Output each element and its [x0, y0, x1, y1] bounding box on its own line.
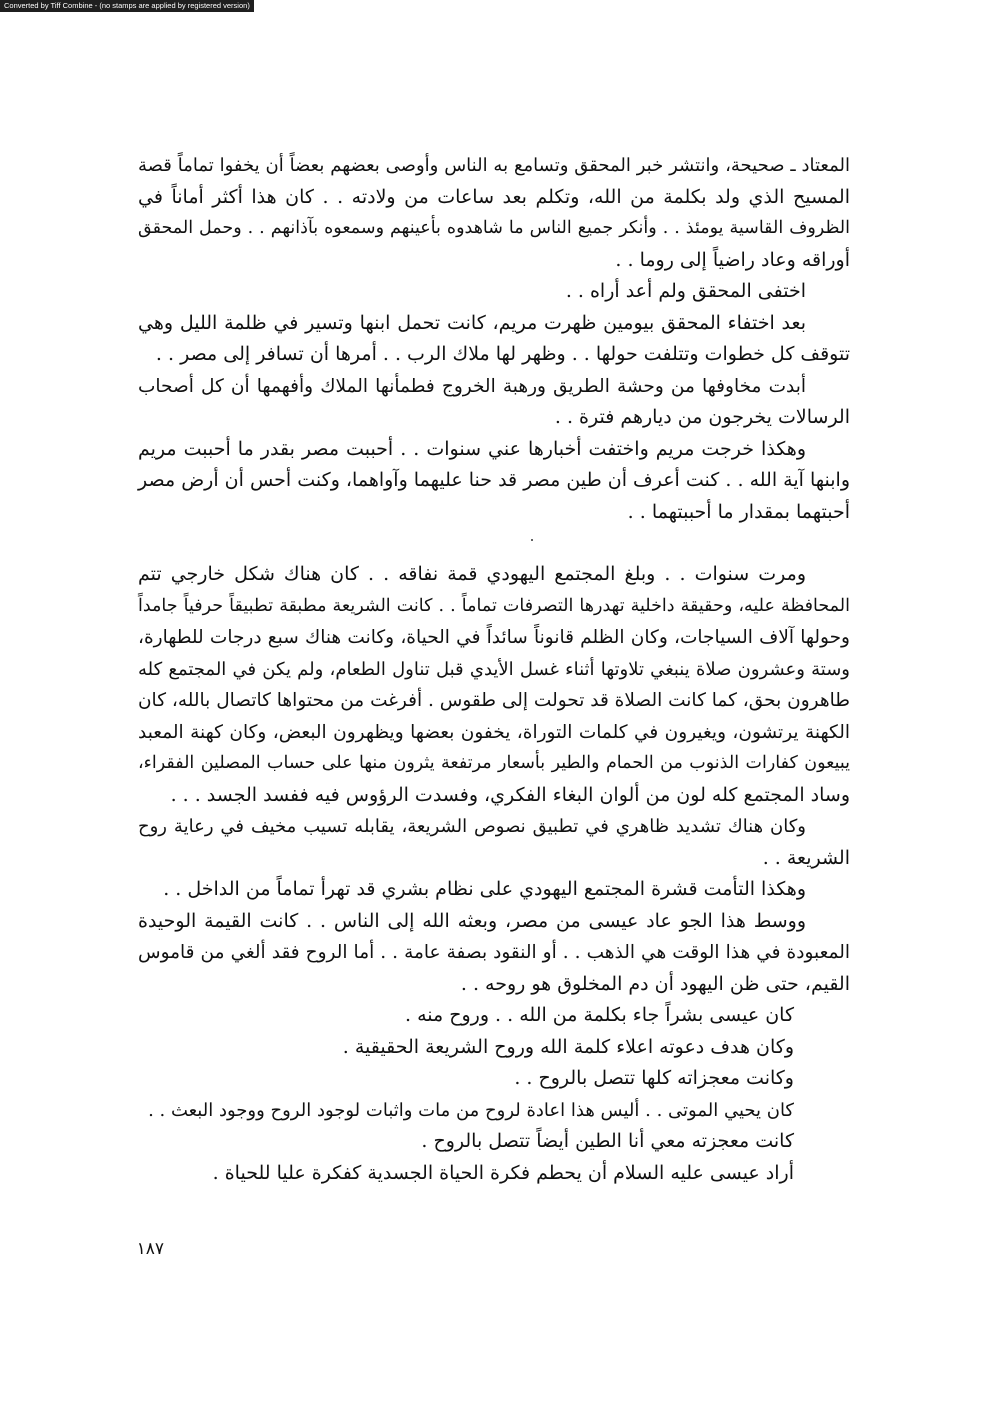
- scan-speck: [531, 539, 533, 541]
- text-line: وستة وعشرون صلاة ينبغي تلاوتها أثناء غسل الأيدي قبل تناول الطعام، ولم يكن في المجتمع كله: [138, 658, 850, 680]
- text-line: اختفى المحقق ولم أعد أراه . .: [565, 280, 806, 302]
- text-line: وابنها آية الله . . كنت أعرف أن طين مصر قد حنا عليهما وآواهما، وكنت أحس أن أرض مصر: [138, 469, 850, 491]
- page-number: ١٨٧: [136, 1239, 164, 1259]
- text-line: وكان هدف دعوته اعلاء كلمة الله وروح الشريعة الحقيقية .: [342, 1035, 794, 1058]
- text-line: الكهنة يرتشون، ويغيرون في كلمات التوراة، يخفون بعضها ويظهرون البعض، وكان كهنة المعبد: [138, 721, 850, 743]
- text-line: أحبتهما بمقدار ما أحببتهما . .: [627, 500, 850, 523]
- text-line: ووسط هذا الجو عاد عيسى من مصر، وبعثه الله إلى الناس . . كانت القيمة الوحيدة: [138, 909, 806, 932]
- text-line: القيم، حتى ظن اليهود أن دم المخلوق هو روحه . .: [460, 972, 850, 995]
- text-line: وساد المجتمع كله لون من ألوان البغاء الفكري، وفسدت الرؤوس فيه ففسد الجسد . . .: [170, 783, 850, 806]
- section-gap: [138, 528, 850, 559]
- text-line: يبيعون كفارات الذنوب من الحمام والطير بأسعار مرتفعة يثرون منها على حساب المصلين الفقراء،: [138, 753, 850, 773]
- text-line: كان عيسى بشراً جاء بكلمة من الله . . وروح منه .: [405, 1004, 794, 1026]
- text-line: المحافظة عليه، وحقيقة داخلية تهدرها التصرفات تماماً . . كانت الشريعة مطبقة تطبيقاً حرفياً جامداً: [138, 595, 850, 616]
- text-line: المعبودة في هذا الوقت هي الذهب . . أو النقود بصفة عامة . . أما الروح فقد ألغي من قاموس: [138, 942, 850, 963]
- text-line: المسيح الذي ولد بكلمة من الله، وتكلم بعد ساعات من ولادته . . كان هذا أكثر أماناً في: [138, 185, 850, 208]
- text-line: الشريعة . .: [762, 846, 850, 869]
- converter-banner: Converted by Tiff Combine - (no stamps are applied by registered version): [0, 0, 254, 12]
- text-line: تتوقف كل خطوات وتتلفت حولها . . وظهر لها ملاك الرب . . أمرها أن تسافر إلى مصر . .: [155, 343, 850, 365]
- text-line: كانت معجزته معي أنا الطين أيضاً تتصل بالروح .: [421, 1130, 794, 1152]
- text-line: الظروف القاسية يومئذ . . وأنكر جميع الناس ما شاهدوه بأعينهم وسمعوه بآذانهم . . وحمل المحقق: [138, 218, 850, 238]
- text-line: وكانت معجزاته كلها تتصل بالروح . .: [514, 1067, 794, 1089]
- text-line: أبدت مخاوفها من وحشة الطريق ورهبة الخروج فطمأنها الملاك وأفهمها أن كل أصحاب: [138, 375, 806, 397]
- text-line: أوراقه وعاد راضياً إلى روما . .: [615, 248, 850, 271]
- page-body: [138, 150, 850, 1189]
- text-line: طاهرون بحق، كما كانت الصلاة قد تحولت إلى طقوس . أفرغت من محتواها كاتصال بالله، كان: [137, 690, 850, 711]
- text-line: كان يحيي الموتى . . أليس هذا اعادة لروح من مات واثبات لوجود الروح ووجود البعث . .: [148, 1099, 794, 1121]
- text-line: الرسالات يخرجون من ديارهم فترة . .: [554, 406, 850, 428]
- text-line: وحولها آلاف السياجات، وكان الظلم قانوناً سائداً في الحياة، وكانت هناك سبع درجات للطهارة،: [138, 627, 850, 648]
- text-line: وهكذا خرجت مريم واختفت أخبارها عني سنوات . . أحببت مصر بقدر ما أحببت مريم: [138, 437, 806, 460]
- text-line: وهكذا التأمت قشرة المجتمع اليهودي على نظام بشري قد تهرأ تماماً من الداخل . .: [163, 878, 806, 900]
- text-line: وكان هناك تشديد ظاهري في تطبيق نصوص الشريعة، يقابله تسيب مخيف في رعاية روح: [138, 816, 806, 837]
- text-line: المعتاد ـ صحيحة، وانتشر خبر المحقق وتسامع به الناس وأوصى بعضهم بعضاً أن يخفوا تماماً قصة: [138, 155, 850, 176]
- text-line: أراد عيسى عليه السلام أن يحطم فكرة الحياة الجسدية كفكرة عليا للحياة .: [212, 1161, 794, 1184]
- text-line: بعد اختفاء المحقق بيومين ظهرت مريم، كانت تحمل ابنها وتسير في ظلمة الليل وهي: [138, 311, 806, 334]
- text-line: ومرت سنوات . . وبلغ المجتمع اليهودي قمة نفاقه . . كان هناك شكل خارجي تتم: [138, 563, 806, 585]
